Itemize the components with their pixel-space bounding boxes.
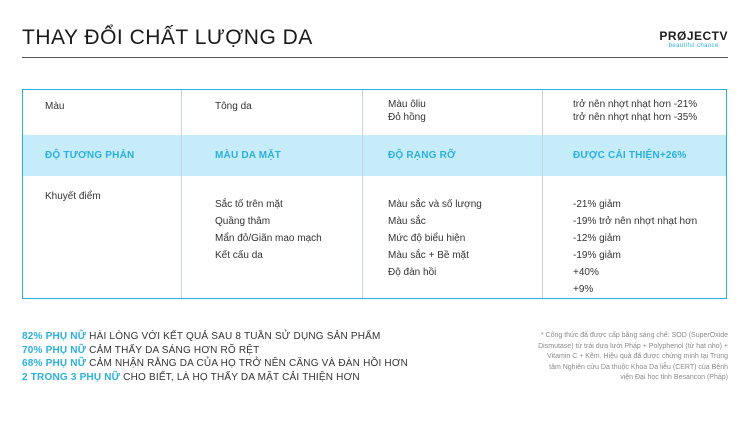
stat-highlight: 82% PHỤ NỮ [22, 331, 87, 342]
header-contrast: ĐỘ TƯƠNG PHẢN [45, 150, 135, 161]
page-title: THAY ĐỔI CHẤT LƯỢNG DA [22, 26, 313, 49]
stat-line [22, 344, 408, 358]
measure-item: Mức độ biểu hiện [388, 233, 466, 244]
measure-result: -12% giảm [573, 233, 621, 244]
column-divider [362, 90, 363, 298]
stat-highlight: 70% PHỤ NỮ [22, 344, 87, 356]
stat-line [22, 357, 408, 371]
header-improved: ĐƯỢC CẢI THIỆN+26% [573, 150, 687, 161]
stat-text: CẢM NHẬN RẰNG DA CỦA HỌ TRỞ NÊN CĂNG VÀ ĐÀN HỒI HƠN [86, 358, 409, 369]
imperfection-item: Sắc tố trên mặt [215, 199, 283, 210]
header-complexion: MÀU DA MẶT [215, 150, 282, 161]
measure-result: -21% giảm [573, 199, 621, 210]
brand-logo [659, 29, 728, 49]
stat-highlight: 68% PHỤ NỮ [22, 358, 87, 369]
tone-result: trở nên nhợt nhạt hơn -21% [573, 99, 698, 110]
stat-text: CẢM THẤY DA SÁNG HƠN RÕ RỆT [86, 344, 260, 356]
measure-item: Màu sắc [388, 216, 426, 227]
stat-text: HÀI LÒNG VỚI KẾT QUẢ SAU 8 TUẦN SỬ DỤNG SẢN PHẨM [86, 331, 381, 342]
stat-highlight: 2 TRONG 3 PHỤ NỮ [22, 371, 121, 383]
imperfection-item: Quầng thâm [215, 216, 271, 227]
title-divider [22, 57, 728, 58]
column-divider [542, 90, 543, 298]
tone-item: Màu ôliu [388, 99, 426, 110]
measure-item: Màu sắc và số lượng [388, 199, 482, 210]
cell-skin-tone: Tông da [215, 101, 252, 112]
column-divider [181, 90, 182, 298]
measure-result: -19% trở nên nhợt nhạt hơn [573, 216, 698, 227]
stat-line [22, 371, 408, 385]
cell-imperfections: Khuyết điểm [45, 191, 101, 202]
imperfection-item: Kết cấu da [215, 250, 263, 261]
logo-text: PRØJECTV [659, 29, 728, 43]
measure-item: Độ đàn hồi [388, 267, 437, 278]
measure-result: +40% [573, 267, 599, 278]
stat-text: CHO BIẾT, LÀ HỌ THẤY DA MẶT CẢI THIỆN HƠN [120, 371, 360, 383]
cell-measure-results [573, 188, 697, 298]
stat-line [22, 330, 408, 344]
measure-item: Màu sắc + Bề mặt [388, 250, 469, 261]
logo-tagline: beautiful chance [668, 43, 719, 49]
stats-list [22, 330, 408, 384]
footnote: * Công thức đã được cấp bằng sáng chế: SOD (SuperOxide Dismutase) từ trái dưa lưới Pháp + Polyphenol (từ hạt nho) + Vitamin C + Kẽm. Hiệu quả đã được chứng minh tại Trung tâm Nghiên cứu Da thuộc Khoa Da liễu (CERT) của Bệnh viện Đại học tỉnh Besancon (Pháp) [538, 332, 728, 381]
cell-color: Màu [45, 101, 65, 112]
header-radiance: ĐỘ RẠNG RỠ [388, 150, 456, 161]
measure-result: -19% giảm [573, 250, 621, 261]
cell-measures [388, 188, 482, 281]
cell-tone-results [573, 98, 697, 124]
measure-result: +9% [573, 284, 594, 295]
tone-item: Đỏ hồng [388, 112, 426, 123]
tone-result: trở nên nhợt nhạt hơn -35% [573, 112, 698, 123]
skin-quality-table [22, 89, 727, 299]
cell-imperfection-types [215, 188, 322, 264]
cell-tone-types [388, 98, 426, 124]
imperfection-item: Mẩn đỏ/Giãn mao mạch [215, 233, 322, 244]
